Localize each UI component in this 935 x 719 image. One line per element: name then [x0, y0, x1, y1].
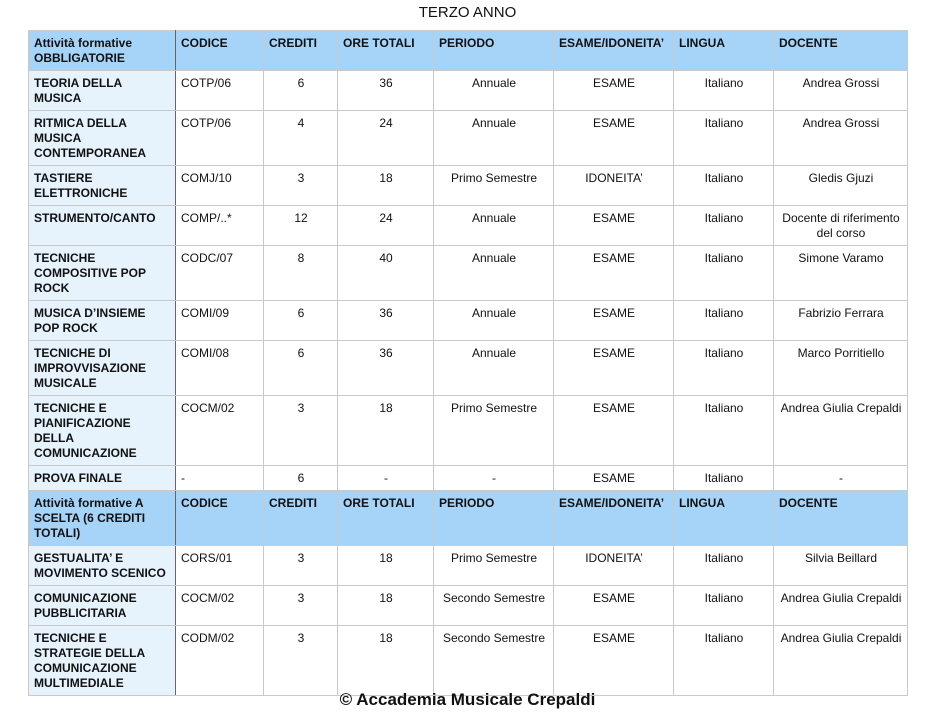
header-activity: Attività formative OBBLIGATORIE	[29, 31, 176, 71]
table-row	[29, 626, 908, 696]
cell-exam: ESAME	[554, 396, 674, 466]
cell-period: Annuale	[434, 246, 554, 301]
cell-period: Primo Semestre	[434, 166, 554, 206]
header-code: CODICE	[176, 491, 264, 546]
cell-language: Italiano	[674, 246, 774, 301]
cell-teacher: Andrea Grossi	[774, 71, 908, 111]
header-activity: Attività formative A SCELTA (6 CREDITI TOTALI)	[29, 491, 176, 546]
cell-period: Annuale	[434, 71, 554, 111]
table-row	[29, 341, 908, 396]
cell-period: Annuale	[434, 111, 554, 166]
cell-exam: ESAME	[554, 586, 674, 626]
cell-credits: 3	[264, 166, 338, 206]
cell-activity: STRUMENTO/CANTO	[29, 206, 176, 246]
table-row	[29, 166, 908, 206]
table-row	[29, 466, 908, 491]
table-row	[29, 586, 908, 626]
cell-activity: TECNICHE COMPOSITIVE POP ROCK	[29, 246, 176, 301]
header-language: LINGUA	[674, 31, 774, 71]
copyright-footer: © Accademia Musicale Crepaldi	[339, 690, 596, 709]
course-table	[28, 30, 908, 696]
cell-credits: 3	[264, 586, 338, 626]
cell-teacher: Gledis Gjuzi	[774, 166, 908, 206]
header-teacher: DOCENTE	[774, 491, 908, 546]
header-hours: ORE TOTALI	[338, 491, 434, 546]
cell-activity: RITMICA DELLA MUSICA CONTEMPORANEA	[29, 111, 176, 166]
cell-teacher: Fabrizio Ferrara	[774, 301, 908, 341]
cell-hours: 18	[338, 166, 434, 206]
cell-credits: 4	[264, 111, 338, 166]
cell-hours: 40	[338, 246, 434, 301]
cell-language: Italiano	[674, 71, 774, 111]
cell-hours: 36	[338, 301, 434, 341]
cell-code: COMJ/10	[176, 166, 264, 206]
cell-teacher: Andrea Giulia Crepaldi	[774, 626, 908, 696]
cell-exam: ESAME	[554, 71, 674, 111]
cell-period: Secondo Semestre	[434, 626, 554, 696]
cell-hours: 36	[338, 71, 434, 111]
cell-language: Italiano	[674, 166, 774, 206]
cell-credits: 12	[264, 206, 338, 246]
cell-code: -	[176, 466, 264, 491]
header-credits: CREDITI	[264, 491, 338, 546]
cell-exam: IDONEITA’	[554, 546, 674, 586]
cell-language: Italiano	[674, 206, 774, 246]
cell-hours: 18	[338, 396, 434, 466]
cell-exam: ESAME	[554, 626, 674, 696]
header-period: PERIODO	[434, 491, 554, 546]
table-row	[29, 111, 908, 166]
cell-period: Annuale	[434, 341, 554, 396]
cell-period: Annuale	[434, 206, 554, 246]
cell-code: COTP/06	[176, 111, 264, 166]
cell-credits: 6	[264, 341, 338, 396]
cell-period: Primo Semestre	[434, 396, 554, 466]
cell-activity: PROVA FINALE	[29, 466, 176, 491]
cell-exam: ESAME	[554, 111, 674, 166]
cell-code: COCM/02	[176, 396, 264, 466]
cell-activity: TEORIA DELLA MUSICA	[29, 71, 176, 111]
cell-exam: ESAME	[554, 341, 674, 396]
cell-code: COMI/08	[176, 341, 264, 396]
cell-exam: ESAME	[554, 206, 674, 246]
header-period: PERIODO	[434, 31, 554, 71]
cell-credits: 3	[264, 626, 338, 696]
table-row	[29, 301, 908, 341]
cell-exam: ESAME	[554, 246, 674, 301]
cell-credits: 3	[264, 396, 338, 466]
cell-hours: -	[338, 466, 434, 491]
cell-teacher: Andrea Giulia Crepaldi	[774, 586, 908, 626]
cell-activity: GESTUALITA’ E MOVIMENTO SCENICO	[29, 546, 176, 586]
header-exam: ESAME/IDONEITA’	[554, 491, 674, 546]
header-credits: CREDITI	[264, 31, 338, 71]
cell-language: Italiano	[674, 586, 774, 626]
page-title: TERZO ANNO	[418, 4, 517, 21]
cell-credits: 8	[264, 246, 338, 301]
header-code: CODICE	[176, 31, 264, 71]
cell-credits: 6	[264, 466, 338, 491]
cell-hours: 24	[338, 111, 434, 166]
cell-language: Italiano	[674, 466, 774, 491]
cell-code: CODC/07	[176, 246, 264, 301]
cell-teacher: Docente di riferimento del corso	[774, 206, 908, 246]
cell-teacher: Andrea Grossi	[774, 111, 908, 166]
cell-period: Annuale	[434, 301, 554, 341]
cell-activity: TASTIERE ELETTRONICHE	[29, 166, 176, 206]
cell-exam: ESAME	[554, 466, 674, 491]
header-teacher: DOCENTE	[774, 31, 908, 71]
cell-activity: TECNICHE DI IMPROVVISAZIONE MUSICALE	[29, 341, 176, 396]
cell-language: Italiano	[674, 301, 774, 341]
table-row	[29, 71, 908, 111]
cell-credits: 6	[264, 301, 338, 341]
cell-credits: 6	[264, 71, 338, 111]
cell-language: Italiano	[674, 341, 774, 396]
cell-code: COTP/06	[176, 71, 264, 111]
cell-period: Primo Semestre	[434, 546, 554, 586]
cell-language: Italiano	[674, 111, 774, 166]
cell-hours: 18	[338, 546, 434, 586]
cell-code: COCM/02	[176, 586, 264, 626]
cell-code: CORS/01	[176, 546, 264, 586]
cell-hours: 18	[338, 586, 434, 626]
header-exam: ESAME/IDONEITA’	[554, 31, 674, 71]
header-hours: ORE TOTALI	[338, 31, 434, 71]
cell-hours: 18	[338, 626, 434, 696]
cell-activity: TECNICHE E STRATEGIE DELLA COMUNICAZIONE MULTIMEDIALE	[29, 626, 176, 696]
cell-teacher: Marco Porritiello	[774, 341, 908, 396]
cell-activity: COMUNICAZIONE PUBBLICITARIA	[29, 586, 176, 626]
table-row	[29, 246, 908, 301]
cell-period: -	[434, 466, 554, 491]
cell-language: Italiano	[674, 546, 774, 586]
cell-code: COMP/..*	[176, 206, 264, 246]
cell-language: Italiano	[674, 626, 774, 696]
cell-teacher: Silvia Beillard	[774, 546, 908, 586]
cell-teacher: Simone Varamo	[774, 246, 908, 301]
table-row	[29, 206, 908, 246]
cell-hours: 36	[338, 341, 434, 396]
header-row-elective	[29, 491, 908, 546]
cell-activity: TECNICHE E PIANIFICAZIONE DELLA COMUNICAZIONE	[29, 396, 176, 466]
cell-exam: IDONEITA’	[554, 166, 674, 206]
cell-exam: ESAME	[554, 301, 674, 341]
cell-code: CODM/02	[176, 626, 264, 696]
header-row-mandatory	[29, 31, 908, 71]
cell-hours: 24	[338, 206, 434, 246]
cell-language: Italiano	[674, 396, 774, 466]
cell-period: Secondo Semestre	[434, 586, 554, 626]
table-row	[29, 546, 908, 586]
cell-code: COMI/09	[176, 301, 264, 341]
header-language: LINGUA	[674, 491, 774, 546]
cell-teacher: -	[774, 466, 908, 491]
table-row	[29, 396, 908, 466]
cell-teacher: Andrea Giulia Crepaldi	[774, 396, 908, 466]
cell-activity: MUSICA D’INSIEME POP ROCK	[29, 301, 176, 341]
cell-credits: 3	[264, 546, 338, 586]
